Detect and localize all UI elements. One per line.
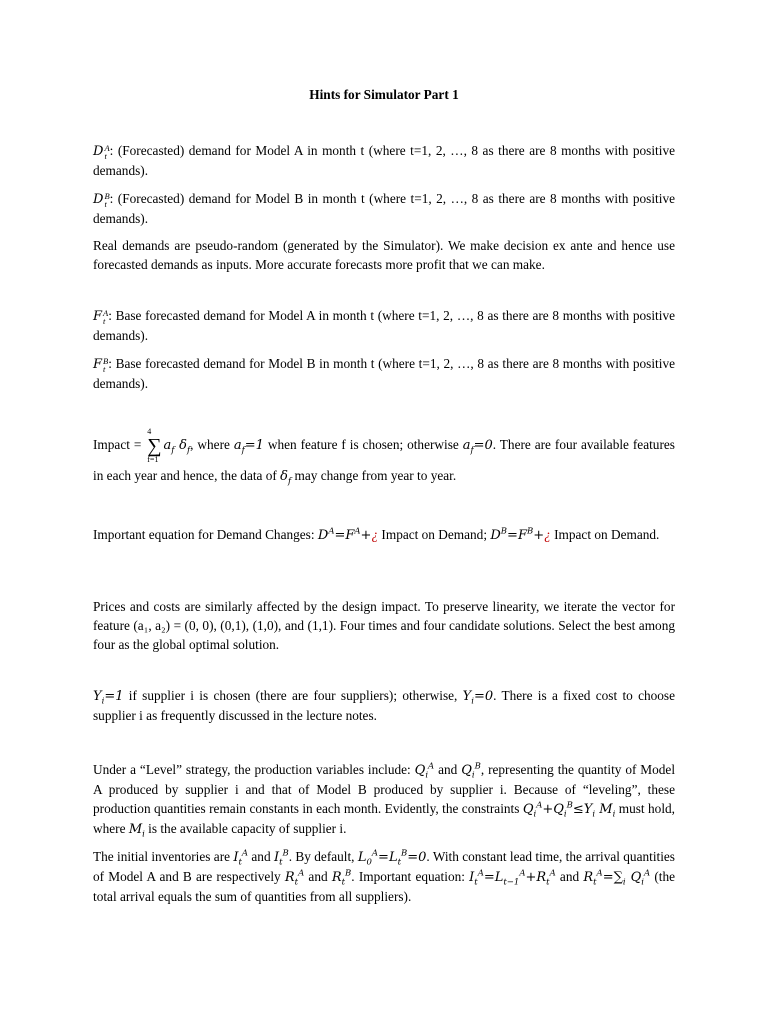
paragraph-inventories: The initial inventories are $I_t^A$ and $I_t^B$. By default, $L_0^A=L_t^B=0$. With constant lead time, the arrival quantities of Model A and B are respectively $R_t^A$ and $R_t^B$. Important equation: $I_t^A=L_{t-1}^A+R_t^A$ and $R_t^A=\sum_i$ $Q_i^A$ (the total arrival equals the sum of quantities from all suppliers). [93, 848, 675, 904]
paragraph-text: : Base forecasted demand for Model A in month t (where t=1, 2, …, 8 as there are 8 months with positive demands). [93, 308, 675, 343]
symbol-f: F [93, 309, 103, 324]
page-title: Hints for Simulator Part 1 [309, 87, 459, 102]
paragraph-demand-a: D A t : (Forecasted) demand for Model A in month t (where t=1, 2, …, 8 as there are 8 months with positive demands). [93, 142, 675, 178]
paragraph-prices: Prices and costs are similarly affected by the design impact. To preserve linearity, we iterate the vector for feature (a₁, a₂) = (0, 0), (0,1), (1,0), and (1,1). Four times and four candidate solutions. Select the best among four as the global optimal solution. [93, 599, 675, 652]
paragraph-text: : (Forecasted) demand for Model B in month t (where t=1, 2, …, 8 as there are 8 months with positive demands). [93, 191, 675, 226]
paragraph-base-a: F A t : Base forecasted demand for Model A in month t (where t=1, 2, …, 8 as there are 8 months with positive demands). [93, 307, 675, 343]
paragraph-text: : Base forecasted demand for Model B in month t (where t=1, 2, …, 8 as there are 8 months with positive demands). [93, 356, 675, 391]
paragraph-demand-changes: Important equation for Demand Changes: $D^A=F^A+¿$ Impact on Demand; $D^B=F^B+¿$ Impact on Demand. [93, 526, 660, 543]
paragraph-level-strategy: Under a “Level” strategy, the production variables include: $Q_i^A$ and $Q_i^B$, representing the quantity of Model A produced by supplier i and that of Model B produced by supplier i. Because of “leveling”, these production quantities remain constants in each month. Evidently, the constraints $Q_i^A+Q_i^B\le Y_i$ $M_i$ must hold, where $M_i$ is the available capacity of supplier i. [93, 761, 676, 840]
symbol-f: F [93, 357, 103, 372]
paragraph-supplier: $Y_i=1$ if supplier i is chosen (there are four suppliers); otherwise, $Y_i=0$. There is a fixed cost to choose supplier i as frequently discussed in the lecture notes. [93, 688, 675, 723]
paragraph-impact: Impact = 4 ∑ f=1 $a_f$ $\delta_f$, where $a_f=1$ when feature f is chosen; otherwise $a_f=0$. There are four available features in each year and hence, the data of $\delta_f$ may change from year to year. [93, 427, 675, 487]
paragraph-real-demands: Real demands are pseudo-random (generated by the Simulator). We make decision ex ante and hence use forecasted demands as inputs. More accurate forecasts more profit that we can make. [93, 238, 675, 272]
paragraph-demand-b: D B t : (Forecasted) demand for Model B in month t (where t=1, 2, …, 8 as there are 8 months with positive demands). [93, 190, 675, 226]
symbol-d: D [93, 144, 104, 159]
summation: 4 ∑ f=1 [147, 427, 162, 464]
symbol-d: D [93, 192, 104, 207]
paragraph-text: : (Forecasted) demand for Model A in month t (where t=1, 2, …, 8 as there are 8 months with positive demands). [93, 143, 675, 178]
paragraph-base-b: F B t : Base forecasted demand for Model B in month t (where t=1, 2, …, 8 as there are 8 months with positive demands). [93, 355, 675, 391]
